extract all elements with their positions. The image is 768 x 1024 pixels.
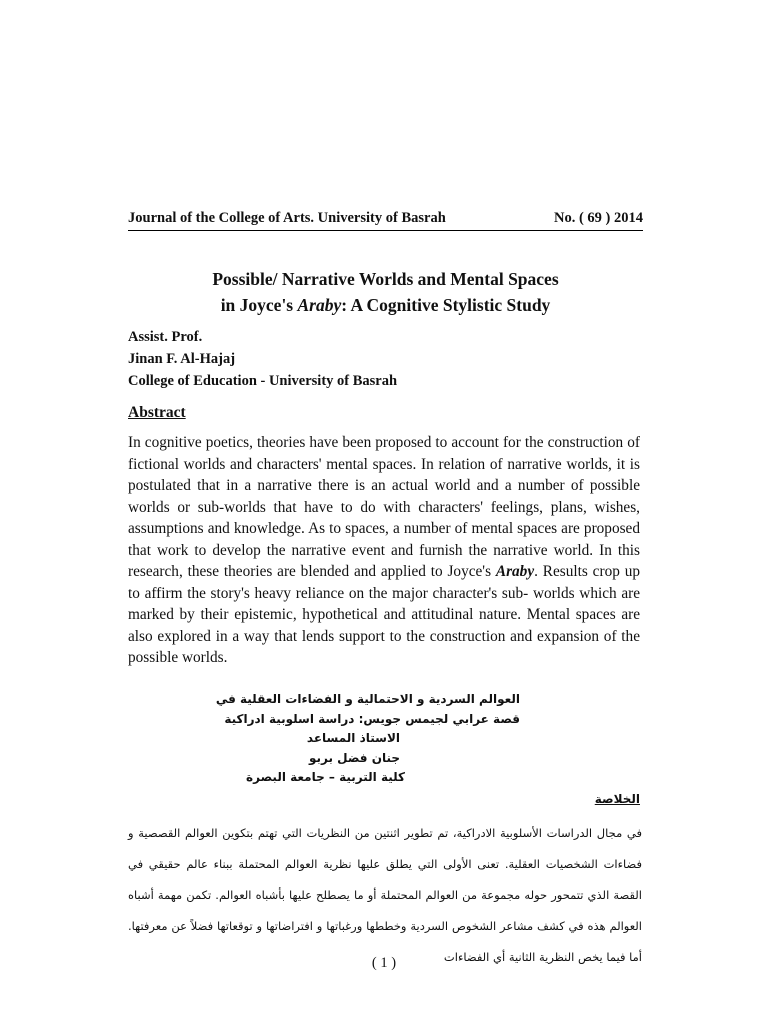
title-line-2-start: in Joyce's <box>220 295 298 315</box>
arabic-title-line-2: قصة عرابي لجيمس جويس: دراسة اسلوبية ادراكية <box>224 711 520 726</box>
arabic-author-name: جنان فضل بربو <box>308 750 400 765</box>
arabic-author-rank: الاستاذ المساعد <box>306 731 400 745</box>
author-rank: Assist. Prof. <box>128 329 203 345</box>
author-block <box>128 326 643 392</box>
title-line-2-end: : A Cognitive Stylistic Study <box>341 295 551 315</box>
journal-header <box>128 210 643 231</box>
arabic-title-line-1: العوالم السردية و الاحتمالية و الفضاءات العقلية في <box>215 692 520 706</box>
author-affiliation: College of Education - University of Basrah <box>128 373 398 389</box>
abstract-heading: Abstract <box>128 404 186 421</box>
abstract-text <box>128 432 640 669</box>
title-line-2 <box>128 292 643 318</box>
page-number: ( 1 ) <box>371 955 397 971</box>
title-line-1: Possible/ Narrative Worlds and Mental Spaces <box>212 269 559 289</box>
issue-number: No. ( 69 ) 2014 <box>553 210 643 226</box>
paper-title <box>128 266 643 318</box>
arabic-author-affiliation: كلية التربية – جامعة البصرة <box>246 770 405 784</box>
title-italic-araby: Araby <box>297 295 342 315</box>
abstract-text-start: In cognitive poetics, theories have been proposed to account for the construction of fictional worlds and characters' mental spaces. In relation of narrative worlds, it is postulated that in a narrative there is an actual world and a number of possible worlds or sub-worlds that have to do with characters' feelings, plans, wishes, assumptions and knowledge. As to spaces, a number of mental spaces are proposed that work to develop the narrative event and furnish the narrative world. In this research, these theories are blended and applied to Joyce's <box>128 434 640 580</box>
arabic-abstract-text: في مجال الدراسات الأسلوبية الادراكية، تم تطوير اثنتين من النظريات التي تهتم بتكوين العوالم القصصية و فضاءات الشخصيات العقلية. تعنى الأولى التي يطلق عليها نظرية العوالم المحتملة ببناء عالم حقيقي في القصة الذي تتمحور حوله مجموعة من العوالم المحتملة أو ما يصطلح عليها بأشباه العوالم. تكمن مهمة أشباه العوالم هذه في كشف مشاعر الشخوص السردية وخططها ورغباتها و افتراضاتها و توقعاتها فضلاً عن معرفتها. أما فيما يخص النظرية الثانية أي الفضاءات <box>128 826 642 964</box>
abstract-text-end: . Results crop up to affirm the story's heavy reliance on the major character's sub- worlds which are marked by their epistemic, hypothetical and attitudinal nature. Mental spaces are also explored in a way that lends support to the construction and expansion of the possible worlds. <box>128 563 641 666</box>
author-name: Jinan F. Al-Hajaj <box>128 351 236 367</box>
arabic-abstract-heading: الخلاصة <box>594 792 640 806</box>
abstract-italic-araby: Araby <box>495 563 535 580</box>
journal-name: Journal of the College of Arts. University of Basrah <box>128 210 446 226</box>
arabic-title-block <box>150 690 520 788</box>
